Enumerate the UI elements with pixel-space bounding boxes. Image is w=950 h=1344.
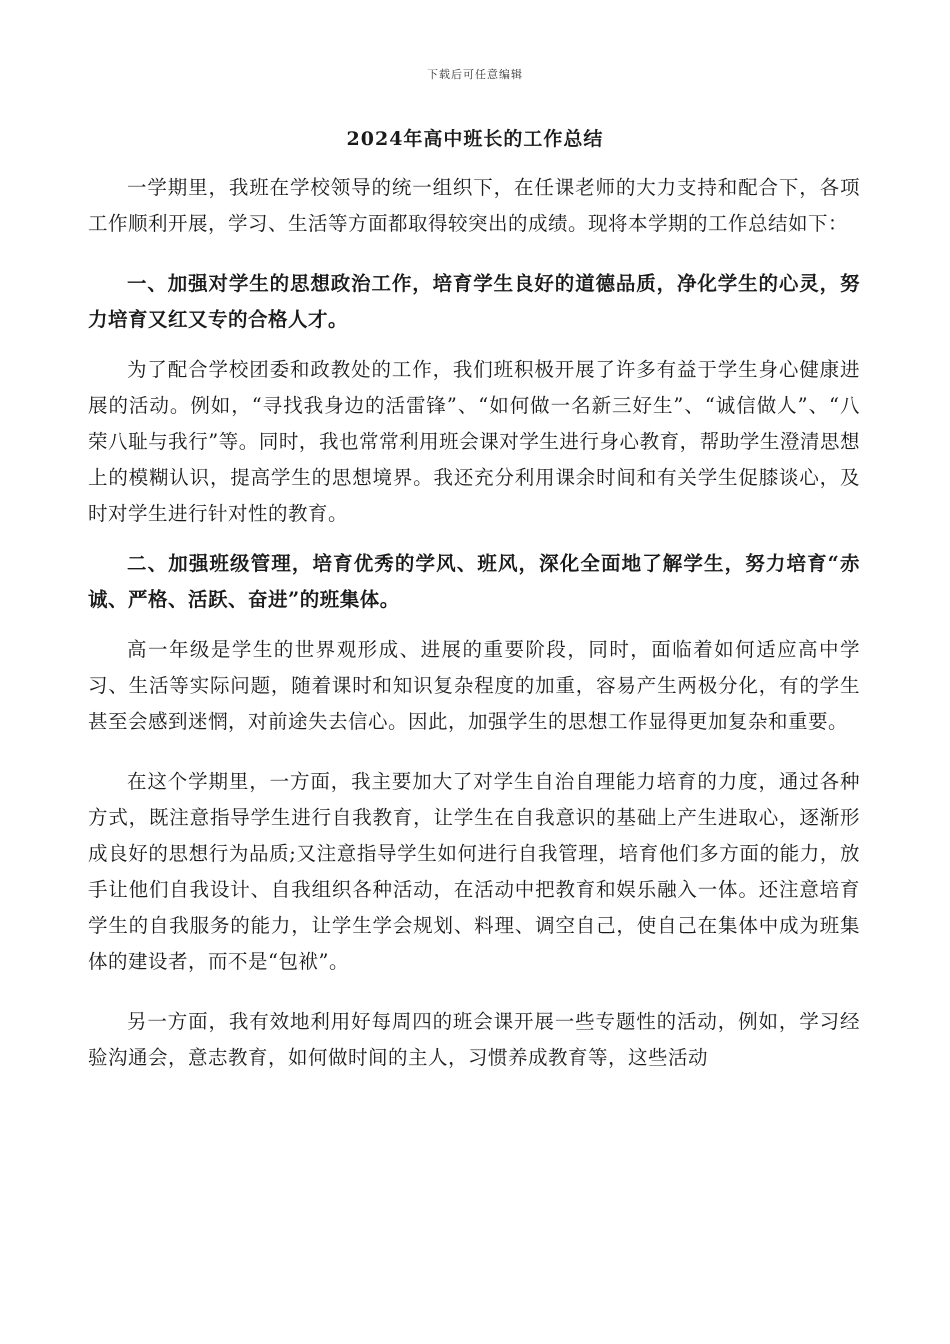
body-paragraph: 为了配合学校团委和政教处的工作，我们班积极开展了许多有益于学生身心健康进展的活动。例如，“寻找我身边的活雷锋”、“如何做一名新三好生”、“诚信做人”、“八荣八耻与我行”等。同时，我也常常利用班会课对学生进行身心教育，帮助学生澄清思想上的模糊认识，提高学生的思想境界。我还充分利用课余时间和有关学生促膝谈心，及时对学生进行针对性的教育。 <box>88 358 860 525</box>
body-paragraph: 高一年级是学生的世界观形成、进展的重要阶段，同时，面临着如何适应高中学习、生活等实际问题，随着课时和知识复杂程度的加重，容易产生两极分化，有的学生甚至会感到迷惘，对前途失去信心。因此，加强学生的思想工作显得更加复杂和重要。 <box>88 638 860 733</box>
document-title: 2024年高中班长的工作总结 <box>346 128 604 150</box>
intro-paragraph: 一学期里，我班在学校领导的统一组织下，在任课老师的大力支持和配合下，各项工作顺利开展，学习、生活等方面都取得较突出的成绩。现将本学期的工作总结如下： <box>88 176 860 235</box>
document-body <box>88 170 860 1076</box>
section-heading-1: 一、加强对学生的思想政治工作，培育学生良好的道德品质，净化学生的心灵，努力培育又红又专的合格人才。 <box>88 272 860 331</box>
body-paragraph: 另一方面，我有效地利用好每周四的班会课开展一些专题性的活动，例如，学习经验沟通会，意志教育，如何做时间的主人，习惯养成教育等，这些活动 <box>88 1010 860 1069</box>
section-heading-2: 二、加强班级管理，培育优秀的学风、班风，深化全面地了解学生，努力培育“赤诚、严格、活跃、奋进”的班集体。 <box>88 552 860 611</box>
body-paragraph: 在这个学期里，一方面，我主要加大了对学生自治自理能力培育的力度，通过各种方式，既注意指导学生进行自我教育，让学生在自我意识的基础上产生进取心，逐渐形成良好的思想行为品质;又注意指导学生如何进行自我管理，培育他们多方面的能力，放手让他们自我设计、自我组织各种活动，在活动中把教育和娱乐融入一体。还注意培育学生的自我服务的能力，让学生学会规划、料理、调空自己，使自己在集体中成为班集体的建设者，而不是“包袱”。 <box>88 770 860 973</box>
header-note: 下载后可任意编辑 <box>427 68 523 81</box>
